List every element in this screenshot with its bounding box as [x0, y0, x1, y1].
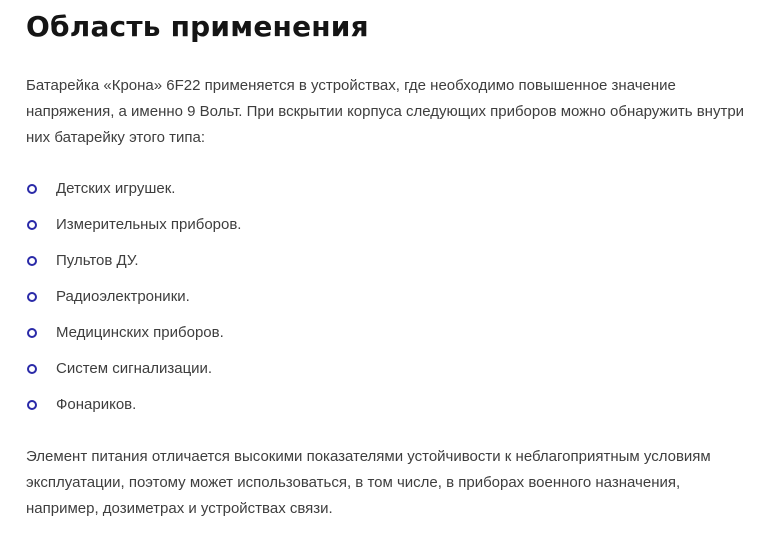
list-item [26, 243, 742, 279]
list-item [26, 315, 742, 351]
list-item [26, 387, 742, 423]
list-item-text: Фонариков. [56, 396, 137, 413]
list-item [26, 351, 742, 387]
device-list [26, 171, 742, 423]
list-item [26, 207, 742, 243]
circle-bullet-icon [27, 364, 37, 374]
circle-bullet-icon [27, 220, 37, 230]
list-item [26, 279, 742, 315]
list-item-text: Медицинских приборов. [56, 324, 224, 341]
circle-bullet-icon [27, 184, 37, 194]
list-item-text: Радиоэлектроники. [56, 288, 190, 305]
circle-bullet-icon [27, 292, 37, 302]
outro-paragraph: Элемент питания отличается высокими показателями устойчивости к неблагоприятным условиям эксплуатации, поэтому может использоваться, в том числе, в приборах военного назначения, например, дозиметрах и устройствах связи. [26, 448, 711, 517]
list-item [26, 171, 742, 207]
list-item-text: Измерительных приборов. [56, 216, 242, 233]
list-item-text: Систем сигнализации. [56, 360, 213, 377]
circle-bullet-icon [27, 328, 37, 338]
list-item-text: Пультов ДУ. [56, 252, 139, 269]
list-item-text: Детских игрушек. [56, 180, 176, 197]
circle-bullet-icon [27, 256, 37, 266]
section-heading: Область применения [26, 10, 369, 43]
intro-paragraph: Батарейка «Крона» 6F22 применяется в устройствах, где необходимо повышенное значение напряжения, а именно 9 Вольт. При вскрытии корпуса следующих приборов можно обнаружить внутри них батарейку этого типа: [26, 77, 745, 146]
circle-bullet-icon [27, 400, 37, 410]
